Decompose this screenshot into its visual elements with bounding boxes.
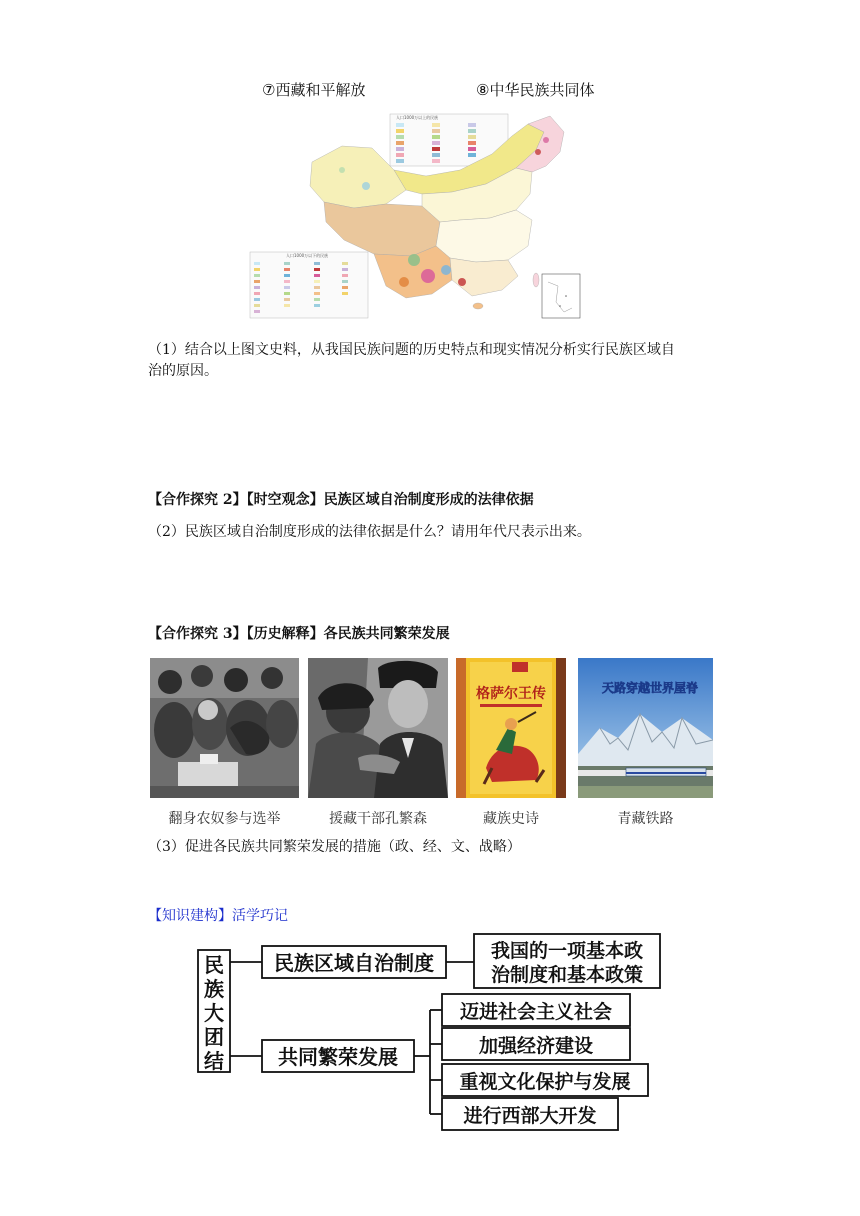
map-legend-bottom: [250, 252, 368, 318]
map-inset-south-china-sea: [542, 274, 580, 318]
book-title: 格萨尔王传: [476, 686, 546, 702]
question-3-text: （3）促进各民族共同繁荣发展的措施（政、经、文、战略）: [148, 839, 521, 855]
diagram-branch-1-label: 民族区域自治制度: [274, 951, 434, 975]
section-3-heading: 【合作探究 3】【历史解释】各民族共同繁荣发展: [148, 626, 450, 642]
photo-serf-election: [150, 658, 299, 798]
question-1-line-2: 治的原因。: [148, 363, 218, 379]
caption-chinese-nation-community: ⑧中华民族共同体: [476, 81, 595, 99]
photo-caption-kong-fansen: 援藏干部孔繁森: [329, 811, 427, 827]
ethnic-distribution-map: [246, 110, 586, 322]
photo-caption-gesar-epic: 藏族史诗: [483, 811, 539, 827]
diagram-branch-2-label: 共同繁荣发展: [278, 1045, 398, 1069]
diagram-root-char-5: 结: [204, 1049, 224, 1073]
knowledge-heading: 【知识建构】活学巧记: [148, 908, 288, 924]
section-2-heading: 【合作探究 2】【时空观念】民族区域自治制度形成的法律依据: [148, 492, 534, 508]
photo-qinghai-tibet-railway: [578, 658, 713, 798]
map-legend-top-title: 人口1000万以上的民族: [396, 115, 439, 120]
diagram-root-char-2: 族: [204, 977, 224, 1001]
diagram-root-char-4: 团: [204, 1025, 224, 1049]
question-1-line-1: （1）结合以上图文史料，从我国民族问题的历史特点和现实情况分析实行民族区域自: [148, 342, 675, 358]
diagram-leaf-3-label: 重视文化保护与发展: [459, 1071, 631, 1093]
question-2-text: （2）民族区域自治制度形成的法律依据是什么？请用年代尺表示出来。: [148, 524, 591, 540]
caption-tibet-liberation: ⑦西藏和平解放: [262, 81, 366, 99]
diagram-leaf-1-label: 迈进社会主义社会: [459, 1001, 613, 1023]
knowledge-diagram: [190, 930, 680, 1140]
photo-caption-serf-election: 翻身农奴参与选举: [168, 811, 281, 827]
diagram-root-char-3: 大: [204, 1001, 224, 1025]
diagram-leaf-4-label: 进行西部大开发: [463, 1105, 597, 1127]
diagram-branch-1-desc-line-1: 我国的一项基本政: [490, 940, 644, 962]
diagram-branch-1-desc-line-2: 治制度和基本政策: [490, 964, 644, 986]
photo-gesar-epic: [456, 658, 566, 798]
diagram-root-char-1: 民: [204, 953, 224, 977]
photo-kong-fansen: [308, 658, 448, 798]
railway-banner: 天路穿越世界屋脊: [601, 681, 699, 695]
map-legend-bottom-title: 人口1000万以下的民族: [286, 253, 329, 258]
diagram-leaf-2-label: 加强经济建设: [478, 1035, 594, 1057]
photo-caption-railway: 青藏铁路: [617, 811, 674, 827]
